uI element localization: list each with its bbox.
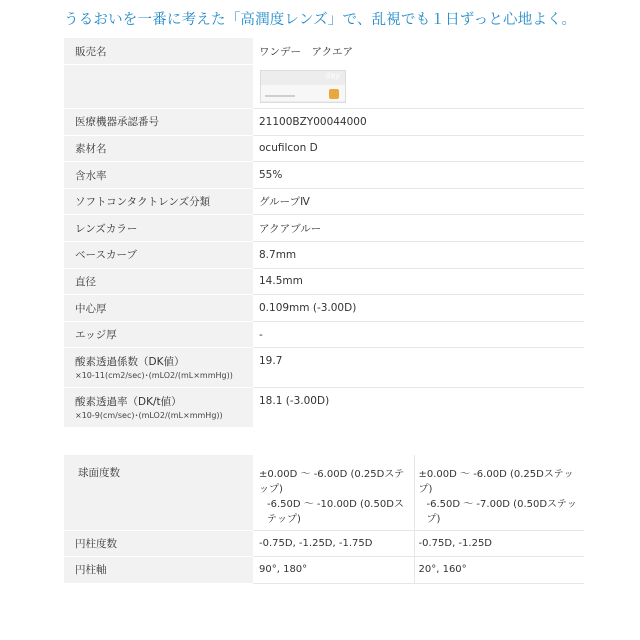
spec-label: 素材名	[64, 135, 253, 162]
spec-row	[64, 215, 584, 242]
power-label: 円柱軸	[64, 557, 253, 584]
power-axis-col1: 90°, 180°	[253, 557, 414, 584]
spec-label-dk	[64, 348, 253, 388]
product-package-image	[260, 70, 346, 103]
spec-row-dkt	[64, 388, 584, 428]
spec-row	[64, 268, 584, 295]
power-label: 円柱度数	[64, 530, 253, 557]
spec-value: 0.109mm (-3.00D)	[253, 295, 584, 322]
power-sphere-col1	[253, 455, 414, 530]
spec-row	[64, 321, 584, 348]
spec-row-image	[64, 65, 584, 109]
spec-label-unit: ×10-9(cm/sec)･(mLO2/(mL×mmHg))	[75, 411, 223, 421]
spec-label-main: 酸素透過係数（DK値）	[75, 356, 185, 369]
spec-row	[64, 109, 584, 136]
spec-table	[64, 38, 584, 428]
spec-value: 18.1 (-3.00D)	[253, 388, 584, 428]
package-logo-icon	[329, 89, 339, 99]
spec-label: 直径	[64, 268, 253, 295]
spec-value: 21100BZY00044000	[253, 109, 584, 136]
power-cylinder-col1: -0.75D, -1.25D, -1.75D	[253, 530, 414, 557]
spec-value: 19.7	[253, 348, 584, 388]
package-text-line	[265, 95, 295, 97]
power-row-axis	[64, 557, 584, 584]
power-cylinder-col2: -0.75D, -1.25D	[414, 530, 584, 557]
power-axis-col2: 20°, 160°	[414, 557, 584, 584]
spec-row	[64, 242, 584, 269]
spec-row-product-name	[64, 38, 584, 65]
spec-label: 中心厚	[64, 295, 253, 322]
spec-label: 含水率	[64, 162, 253, 189]
spec-value: -	[253, 321, 584, 348]
spec-label: レンズカラー	[64, 215, 253, 242]
spec-label-dkt	[64, 388, 253, 428]
spec-label: 医療機器承認番号	[64, 109, 253, 136]
spec-label: 販売名	[64, 38, 253, 65]
power-row-cylinder	[64, 530, 584, 557]
spec-row	[64, 295, 584, 322]
power-sphere-col2-line1: ±0.00D ～ -6.00D (0.25Dステップ)	[418, 469, 574, 495]
spec-label-unit: ×10-11(cm2/sec)･(mLO2/(mL×mmHg))	[75, 371, 233, 381]
headline: うるおいを一番に考えた「高潤度レンズ」で、乱視でも１日ずっと心地よく。	[64, 12, 577, 28]
power-sphere-col2-line2: -6.50D ～ -7.00D (0.50Dステップ)	[426, 499, 577, 525]
spec-image-cell	[253, 65, 584, 109]
spec-value: 55%	[253, 162, 584, 189]
power-row-sphere	[64, 455, 584, 530]
spec-value: ワンデー アクエア	[253, 38, 584, 65]
spec-value: ocufilcon D	[253, 135, 584, 162]
spec-row-dk	[64, 348, 584, 388]
spec-label: ソフトコンタクトレンズ分類	[64, 188, 253, 215]
spec-row	[64, 188, 584, 215]
spec-value: グループⅣ	[253, 188, 584, 215]
power-sphere-col2	[414, 455, 584, 530]
spec-value: アクアブルー	[253, 215, 584, 242]
power-label: 球面度数	[64, 455, 253, 530]
spec-label-main: 酸素透過率（DK/t値）	[75, 396, 182, 409]
power-sphere-col1-line2: -6.50D ～ -10.00D (0.50Dステップ)	[267, 499, 404, 525]
package-day-text: day	[325, 70, 340, 80]
spec-value: 8.7mm	[253, 242, 584, 269]
spec-label: エッジ厚	[64, 321, 253, 348]
spec-label-empty	[64, 65, 253, 109]
spec-row	[64, 162, 584, 189]
spec-row	[64, 135, 584, 162]
power-table	[64, 455, 584, 584]
spec-value: 14.5mm	[253, 268, 584, 295]
spec-label: ベースカーブ	[64, 242, 253, 269]
power-sphere-col1-line1: ±0.00D ～ -6.00D (0.25Dステップ)	[259, 469, 405, 495]
